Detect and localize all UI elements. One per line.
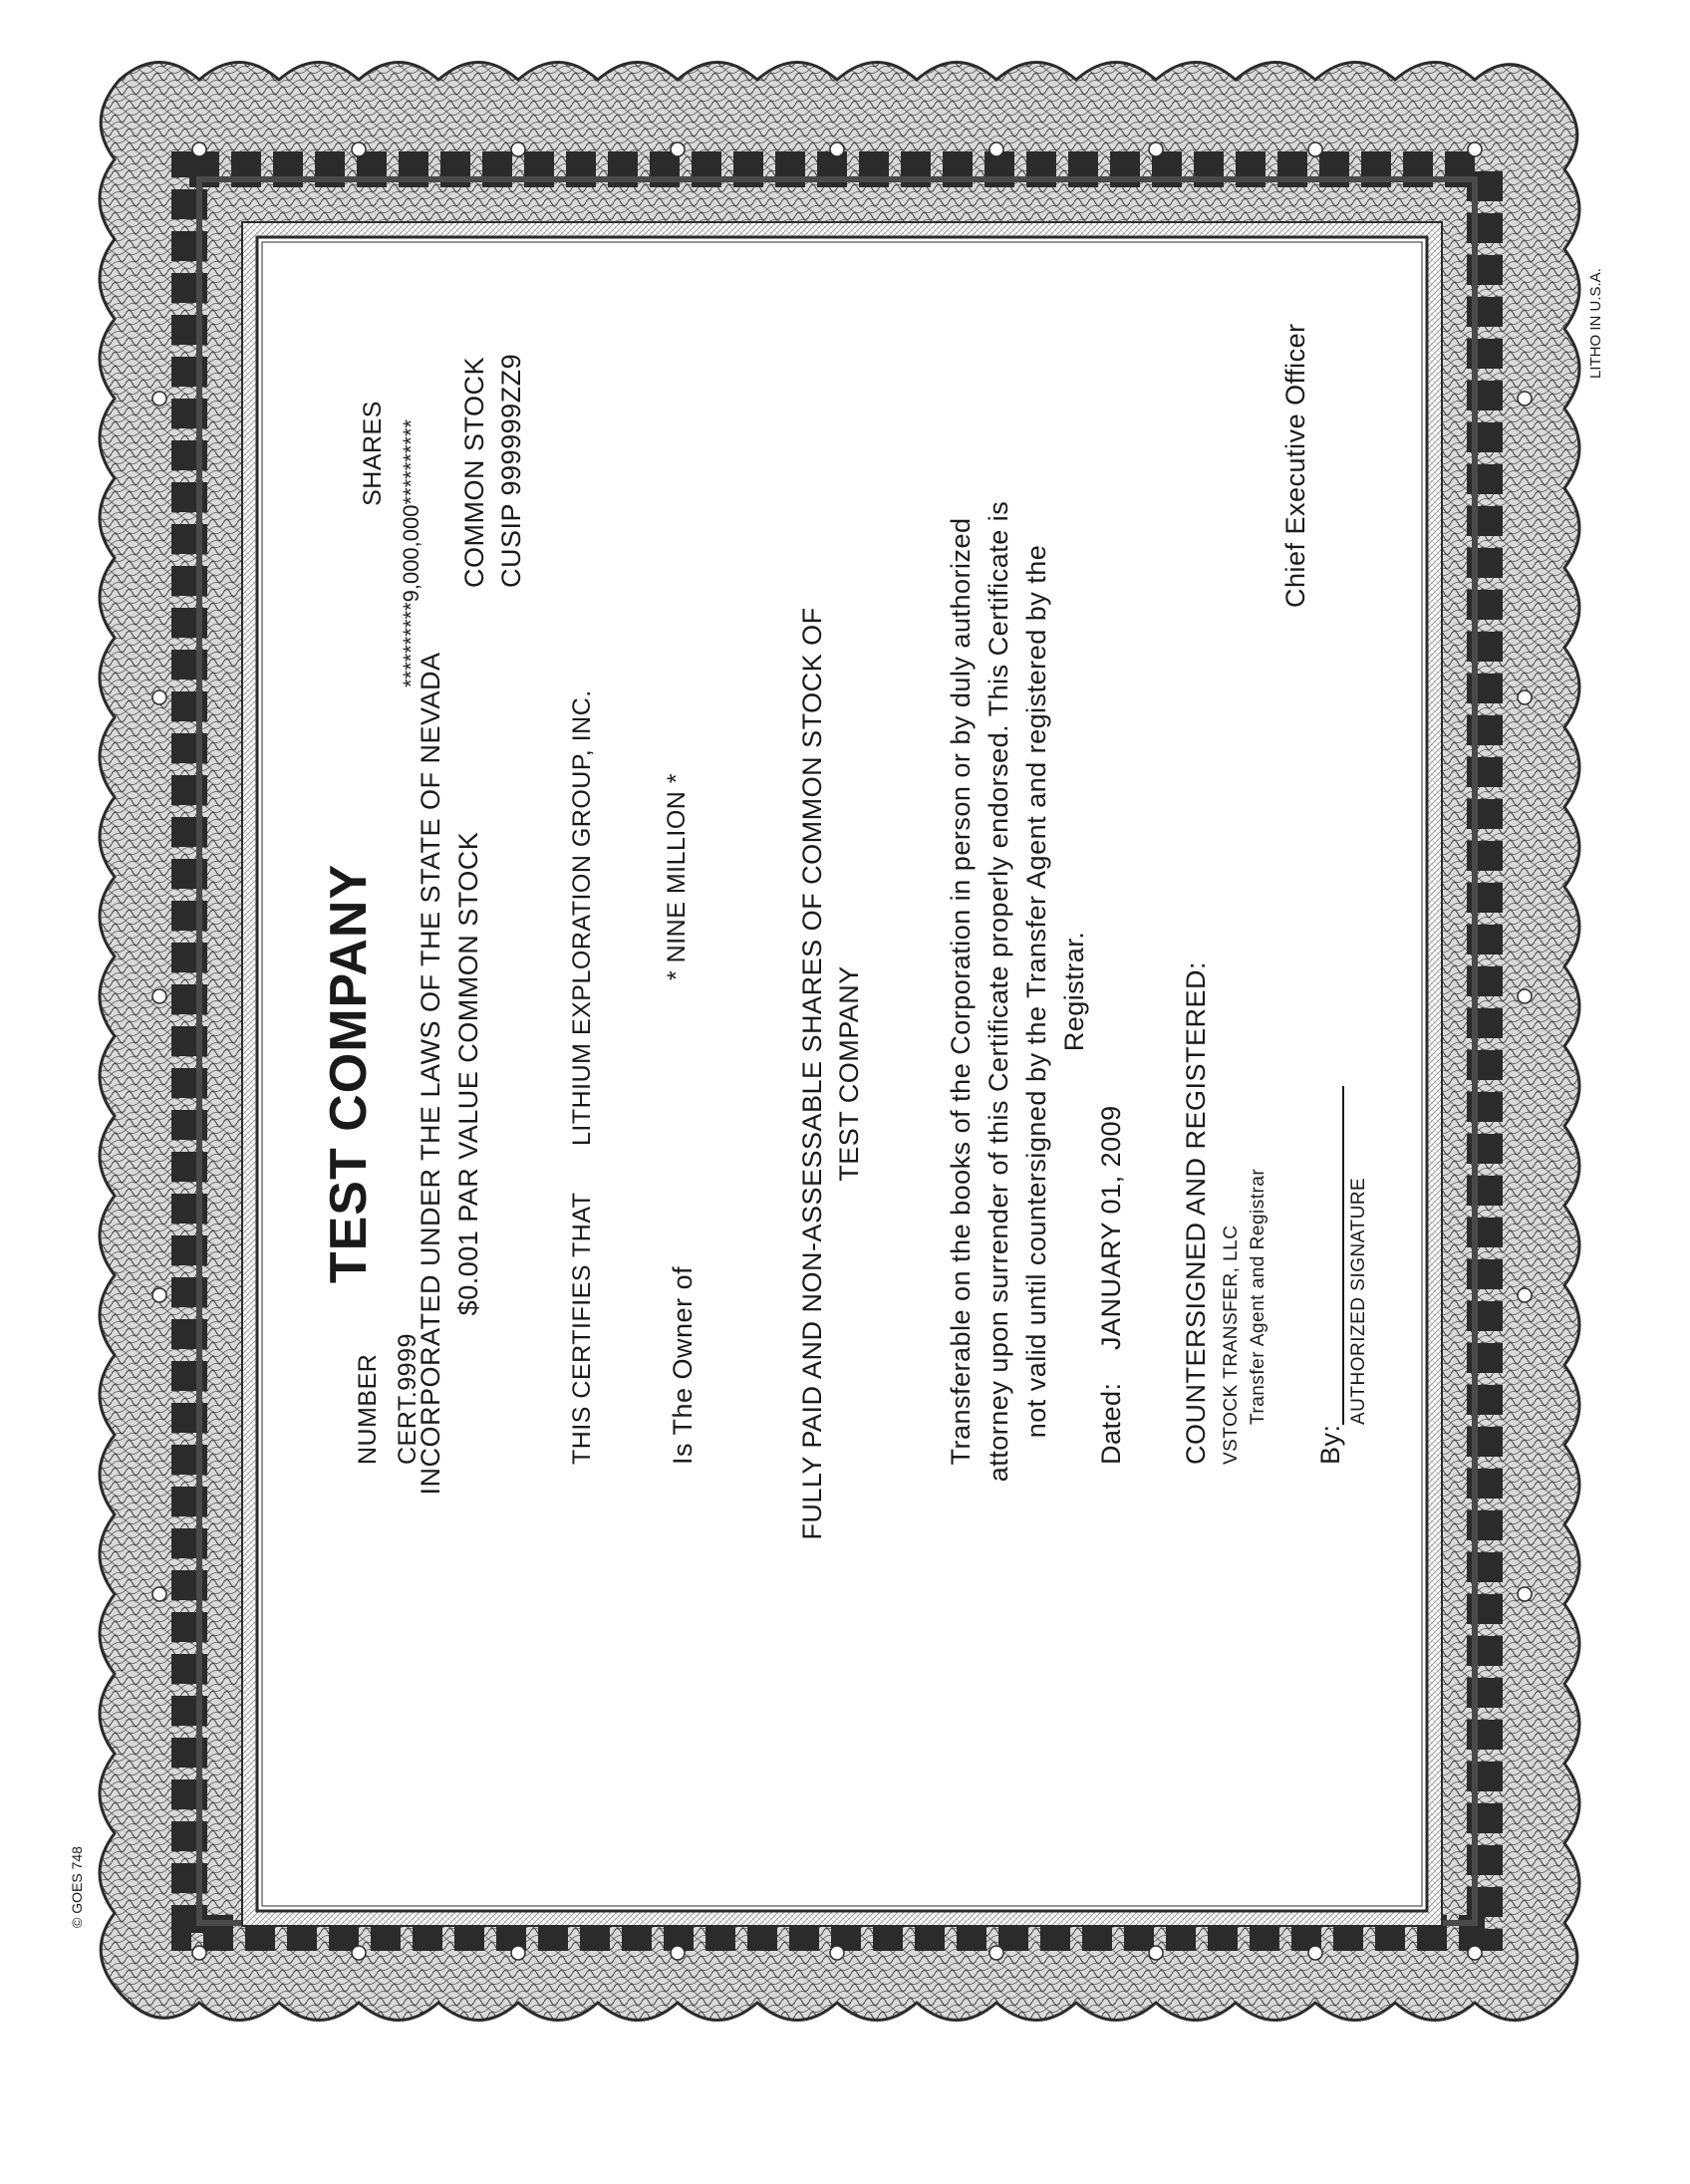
litho-mark xyxy=(1584,209,1614,379)
certificate-content xyxy=(264,244,1420,1903)
shares-description: FULLY PAID AND NON-ASSESSABLE SHARES OF COMMON STOCK OF xyxy=(797,607,827,1540)
shares-label: SHARES xyxy=(359,401,387,506)
copyright-mark xyxy=(66,1838,96,1928)
transfer-agent-role: Transfer Agent and Registrar xyxy=(1248,1168,1268,1425)
litho-text: LITHO IN U.S.A. xyxy=(1587,268,1604,379)
incorporation-line: INCORPORATED UNDER THE LAWS OF THE STATE OF NEVADA xyxy=(416,652,445,1496)
owner-name: LITHIUM EXPLORATION GROUP, INC. xyxy=(568,689,596,1146)
certifies-label: THIS CERTIFIES THAT xyxy=(568,1192,596,1465)
company-title: TEST COMPANY xyxy=(320,863,378,1284)
authorized-signature-label: AUTHORIZED SIGNATURE xyxy=(1348,1177,1369,1425)
officer-title: Chief Executive Officer xyxy=(1280,323,1310,608)
copyright-text: © GOES 748 xyxy=(69,1846,85,1928)
company-name-repeat: TEST COMPANY xyxy=(834,965,864,1182)
cert-number: CERT.9999 xyxy=(394,1333,422,1465)
by-label: By: xyxy=(1315,1424,1345,1465)
shares-amount: **********9,000,000********** xyxy=(399,418,423,687)
transfer-agent-name: VSTOCK TRANSFER, LLC xyxy=(1221,1225,1242,1465)
transfer-text: Transferable on the books of the Corporation in person or by duly authorized attorney upon surrender of this Certificate properly endorsed. This Certificate is not valid until countersigned by the Transfer Agent and registered by the Registrar. xyxy=(946,500,1089,1483)
dated-value: JANUARY 01, 2009 xyxy=(1096,1105,1126,1350)
signature-line xyxy=(1342,1086,1344,1425)
par-value-line: $0.001 PAR VALUE COMMON STOCK xyxy=(453,831,483,1316)
number-label: NUMBER xyxy=(354,1353,382,1465)
cusip-number: CUSIP 999999ZZ9 xyxy=(496,353,526,588)
owner-of-label: Is The Owner of xyxy=(668,1265,698,1465)
stock-class: COMMON STOCK xyxy=(459,356,489,588)
shares-in-words: * NINE MILLION * xyxy=(663,772,691,981)
dated-label: Dated: xyxy=(1096,1382,1126,1465)
countersigned-label: COUNTERSIGNED AND REGISTERED: xyxy=(1181,960,1211,1465)
